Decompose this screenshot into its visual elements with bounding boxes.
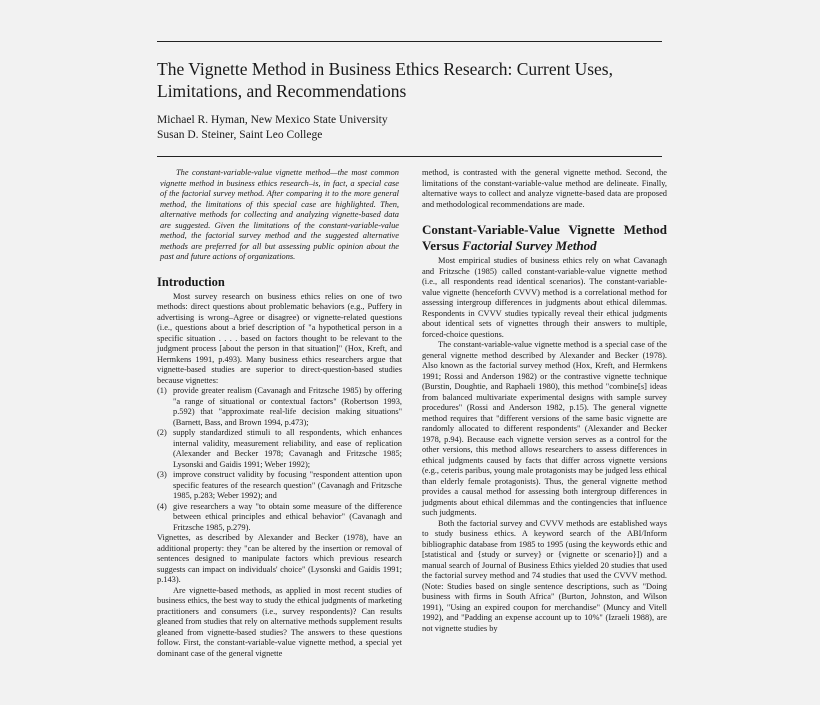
continued-paragraph: method, is contrasted with the general vignette method. Second, the limitations of the constant-variable-value method are delineate. Finally, alternative ways to collect and analyze vignette-based data are proposed and methodological recommendations are made. [422, 168, 667, 209]
intro-paragraph-3: Are vignette-based methods, as applied in most recent studies of business ethics, the best way to study the ethical judgments of marketing practitioners and consumers (i.e., survey respondents)? Can results gleaned from studies that rely on alternative methods supplement results gleaned from vignette-based studies? The answers to these questions follow. First, the constant-variable-value vignette method, a special yet dominant case of the general vignette [157, 585, 402, 658]
intro-paragraph-1: Most survey research on business ethics relies on one of two methods: direct questions about problematic behaviors (e.g., Puffery in advertising is wrong–Agree or disagree) or vignette-related questions (i.e., questions about a brief description of "a hypothetical person in a specific situation . . . . based on factors thought to be relevant to the judgment process [about the person in that situation]" (Hox, Kreft, and Hermkens 1991, p.493). Many business ethics researchers argue that vignette-based studies are superior to direct-question-based studies because vignettes: [157, 291, 402, 385]
list-item: (3) improve construct validity by focusing "respondent attention upon specific features of the research question" (Cavanagh and Fritzsche 1985, p.283; Weber 1992); and [157, 470, 402, 500]
top-rule [157, 41, 662, 42]
reasons-list [157, 386, 402, 533]
author-line-1: Michael R. Hyman, New Mexico State University [157, 114, 388, 126]
list-item: (1) provide greater realism (Cavanagh and Fritzsche 1985) by offering "a range of situational or contextual factors" (Robertson 1993, p.592) that "approximate real-life decision making situations" (Barnett, Bass, and Brown 1994, p.473); [157, 386, 402, 427]
abstract: The constant-variable-value vignette method—the most common vignette method in business ethics research–is, in fact, a special case of the factorial survey method. After comparing it to the more general method, the limitations of this special case are highlighted. Then, alternative methods for collecting and analyzing vignette-based data are suggested. Given the limitations of the constant-variable-value method, the factorial survey method and the suggested alternative methods are preferred for all but assessing public opinion about the past and future actions of organizations. [160, 168, 399, 261]
author-block [157, 113, 662, 143]
list-item: (2) supply standardized stimuli to all respondents, which enhances internal validity, measurement reliability, and ease of replication (Alexander and Becker 1978; Cavanagh and Fritzsche 1985; Lysonski and Gaidis 1991; Weber 1992); [157, 428, 402, 469]
cvvv-paragraph-1: Most empirical studies of business ethics rely on what Cavanagh and Fritzsche (1985) called constant-variable-value vignette method (i.e., all respondents read identical scenarios). The constant-variable-value vignette (henceforth CVVV) method is a correlational method for assessing intergroup differences in judgments about ethical dilemmas. Respondents in CVVV studies typically reveal their ethical judgments about identical sets of vignettes through their answers to multiple, forced-choice questions. [422, 256, 667, 339]
intro-paragraph-2: Vignettes, as described by Alexander and Becker (1978), have an additional property: they "can be altered by the insertion or removal of sentences designed to manipulate factors which previous research suggests can impact on individuals' choice" (Lysonski and Gaidis 1991; p.143). [157, 533, 402, 584]
right-column [422, 168, 667, 634]
author-line-2: Susan D. Steiner, Saint Leo College [157, 129, 323, 141]
list-item: (4) give researchers a way "to obtain some measure of the difference between ethical principles and ethical behavior" (Cavanagh and Fritzsche 1985, p.279). [157, 501, 402, 532]
section-heading-cvvv: Constant-Variable-Value Vignette Method Versus Factorial Survey Method [422, 222, 667, 253]
paper-title: The Vignette Method in Business Ethics Research: Current Uses, Limitations, and Recommendations [157, 59, 613, 101]
header-rule [157, 156, 662, 157]
cvvv-paragraph-2: The constant-variable-value vignette method is a special case of the general vignette method described by Alexander and Becker (1978). Also known as the factorial survey method (Hox, Kreft, and Hermkens 1991; Rossi and Anderson 1982) or the contrastive vignette technique (Burstin, Doughtie, and Raphaeli 1980), this method "combine[s] ideas from balanced multivariate experimental designs with sample survey procedures" (Rossi and Anderson 1982, p.15). The general vignette method requires that "different versions of the same basic vignette are randomly allocated to different respondents" (Alexander and Becker 1978, p.94). Because each vignette version serves as a control for the other versions, this method allows researchers to assess differences in ethical judgments caused by facts that differ across vignette versions (e.g., ceteris paribus, young male protagonists may be judged less ethical than elderly female protagonists). Thus, the general vignette method provides a causal method for assessing both intergroup differences in judgments about ethical dilemmas and the contingencies that influence such judgments. [422, 340, 667, 517]
left-column [157, 168, 402, 659]
cvvv-paragraph-3: Both the factorial survey and CVVV methods are established ways to study business ethics. A keyword search of the ABI/Inform bibliographic database from 1985 to 1995 (using the keywords ethic and [statistical and {study or survey} or {vignette or scenario}]) and a manual search of Journal of Business Ethics yielded 20 studies that used the factorial survey method and 74 studies that used the CVVV method. (Note: Studies based on single sentence descriptions, such as "Doing business with firms in South Africa" (Burton, Johnston, and Wilson 1991), "Using an expired coupon for merchandise" (Muncy and Vitell 1992), and "Padding an expense account up to 10%" (Izraeli 1988), are not vignette studies by [422, 518, 667, 633]
section-heading-introduction: Introduction [157, 274, 225, 289]
